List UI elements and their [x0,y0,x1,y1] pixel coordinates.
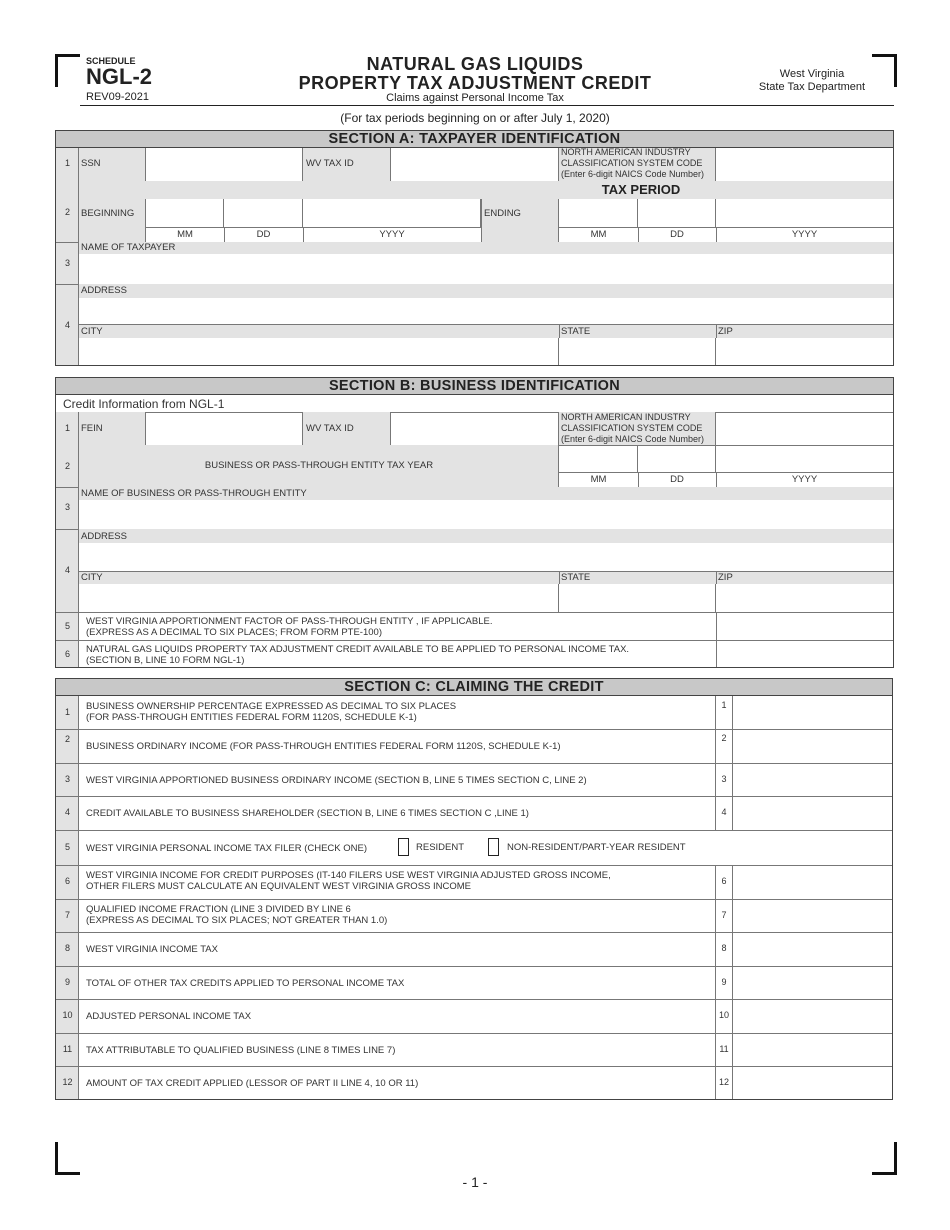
title-line-1: NATURAL GAS LIQUIDS [366,54,584,74]
section-c-line-8-label: WEST VIRGINIA INCOME TAX [86,944,218,955]
business-zip-input[interactable] [716,584,893,612]
form-code: NGL-2 [86,64,152,89]
address-label-cell [79,284,893,298]
business-address-input[interactable] [79,543,893,571]
section-c-title: SECTION C: CLAIMING THE CREDIT [56,679,892,696]
section-a-table [55,130,894,366]
tax-year-dd-input[interactable] [638,445,716,473]
ending-yyyy-input[interactable] [716,199,893,228]
apportionment-factor-input[interactable] [716,612,893,640]
section-c-line-2-label: BUSINESS ORDINARY INCOME (FOR PASS-THROUGH ENTITIES FEDERAL FORM 1120S, SCHEDULE K-1) [86,741,561,752]
section-b-table [55,377,894,668]
section-c-number-column [56,696,79,1099]
state-label: STATE [561,326,591,337]
fein-label: FEIN [81,423,103,434]
section-b-line-1-number: 1 [64,423,70,433]
divider [716,473,717,487]
business-state-input[interactable] [559,584,716,612]
naics-label-line-1: NORTH AMERICAN INDUSTRY [561,147,691,157]
resident-label: RESIDENT [416,842,465,853]
divider [716,228,717,242]
agency-line-1: West Virginia [779,68,845,80]
section-b-line-4-number: 4 [64,565,70,575]
beginning-dd-caption: DD [256,229,271,240]
revision-label: REV09-2021 [86,91,149,103]
section-c-line-3-input[interactable] [734,763,890,796]
corner-mark-bottom-right [872,1142,897,1175]
section-c-line-12-label: AMOUNT OF TAX CREDIT APPLIED (LESSOR OF PART II LINE 4, 10 OR 11) [86,1078,419,1089]
zip-label: ZIP [718,326,733,337]
tax-year-dd-caption: DD [670,474,684,485]
section-c-line-8-box-number: 8 [721,943,727,953]
divider [638,228,639,242]
city-label: CITY [81,326,103,337]
section-b-line-5-number: 5 [64,621,70,631]
section-b-line-3-number: 3 [64,502,70,512]
divider [559,324,560,338]
ssn-label: SSN [81,158,101,169]
section-c-line-2-number: 2 [64,734,70,744]
section-c-line-4-box-number: 4 [721,807,727,817]
zip-input[interactable] [716,338,893,365]
apportionment-factor-label-line-2: (EXPRESS AS A DECIMAL TO SIX PLACES; FROM FORM PTE-100) [86,627,382,638]
section-c-line-11-input[interactable] [734,1033,890,1066]
section-a-line-2-number: 2 [64,207,70,217]
divider [559,571,560,584]
divider [224,228,225,242]
city-input[interactable] [79,338,559,365]
tax-year-label: BUSINESS OR PASS-THROUGH ENTITY TAX YEAR [204,460,434,471]
section-c-line-9-label: TOTAL OF OTHER TAX CREDITS APPLIED TO PERSONAL INCOME TAX [86,978,405,989]
section-c-line-3-box-number: 3 [721,774,727,784]
header-rule [80,105,894,106]
beginning-label-cell [79,199,146,242]
section-c-line-9-number: 9 [64,977,70,987]
tax-year-yyyy-input[interactable] [716,445,893,473]
section-c-line-1-input[interactable] [734,696,890,729]
agency-line-2: State Tax Department [758,81,866,93]
state-input[interactable] [559,338,716,365]
section-c-line-9-input[interactable] [734,966,890,999]
business-city-state-zip-label-cell [79,571,893,584]
section-c-line-10-box-number: 10 [718,1010,729,1020]
section-a-line-1-number: 1 [64,158,70,168]
section-c-line-10-number: 10 [62,1010,73,1020]
section-c-line-3-number: 3 [64,774,70,784]
credit-available-label-line-2: (SECTION B, LINE 10 FORM NGL-1) [86,655,245,666]
section-c-row-divider [56,830,892,831]
section-c-line-12-input[interactable] [734,1066,890,1099]
business-city-input[interactable] [79,584,559,612]
business-city-label: CITY [81,572,103,583]
section-c-line-7-number: 7 [64,910,70,920]
ssn-input[interactable] [146,148,303,181]
tax-period-label: TAX PERIOD [601,182,681,197]
credit-available-label-line-1: NATURAL GAS LIQUIDS PROPERTY TAX ADJUSTMENT CREDIT AVAILABLE TO BE APPLIED TO PERSONAL INCOME TAX. [86,644,630,655]
section-c-line-9-box-number: 9 [721,977,727,987]
section-c-line-2-input[interactable] [734,729,890,763]
divider [638,473,639,487]
taxpayer-name-input[interactable] [79,254,893,284]
section-a-line-3-number: 3 [64,258,70,268]
section-c-line-4-number: 4 [64,807,70,817]
section-c-line-1-box-number: 1 [721,700,727,710]
section-c-line-5-number: 5 [64,842,70,852]
section-c-line-7-box-number: 7 [721,910,727,920]
ending-label: ENDING [484,208,521,219]
section-c-line-7-input[interactable] [734,899,890,932]
credit-available-input[interactable] [716,640,893,667]
business-address-label: ADDRESS [81,531,127,542]
section-a-title: SECTION A: TAXPAYER IDENTIFICATION [56,131,893,148]
section-c-line-12-box-number: 12 [718,1077,729,1087]
section-a-line-4-number: 4 [64,320,70,330]
section-c-line-6-number: 6 [64,876,70,886]
section-b-line-2-number: 2 [64,461,70,471]
title-line-2: PROPERTY TAX ADJUSTMENT CREDIT [298,73,652,93]
section-c-line-12-number: 12 [62,1077,73,1087]
section-c-line-4-input[interactable] [734,796,890,830]
page-number: - 1 - [462,1174,488,1190]
taxpayer-name-label: NAME OF TAXPAYER [81,242,176,253]
divider [716,324,717,338]
section-c-line-1-number: 1 [64,707,70,717]
ending-dd-caption: DD [670,229,684,240]
section-c-line-3-label: WEST VIRGINIA APPORTIONED BUSINESS ORDINARY INCOME (SECTION B, LINE 5 TIMES SECTION C, LINE 2) [86,775,587,786]
beginning-dd-input[interactable] [224,199,303,228]
divider [716,571,717,584]
apportionment-factor-label-line-1: WEST VIRGINIA APPORTIONMENT FACTOR OF PASS-THROUGH ENTITY , IF APPLICABLE. [86,616,493,627]
section-c-line-6-box-number: 6 [721,876,727,886]
section-c-line-11-label: TAX ATTRIBUTABLE TO QUALIFIED BUSINESS (LINE 8 TIMES LINE 7) [86,1045,396,1056]
ending-yyyy-caption: YYYY [791,229,818,240]
business-naics-label-line-1: NORTH AMERICAN INDUSTRY [561,412,691,422]
naics-label-line-3: (Enter 6-digit NAICS Code Number) [561,169,705,179]
section-c-line-1-label: BUSINESS OWNERSHIP PERCENTAGE EXPRESSED AS DECIMAL TO SIX PLACES [86,701,457,712]
tax-year-mm-caption: MM [590,474,607,485]
section-b-title: SECTION B: BUSINESS IDENTIFICATION [56,378,893,395]
wv-tax-id-label: WV TAX ID [306,158,354,169]
section-c-line-5-label: WEST VIRGINIA PERSONAL INCOME TAX FILER (CHECK ONE) [86,843,368,854]
section-a-number-column [56,148,79,365]
corner-mark-bottom-left [55,1142,80,1175]
credit-info-label: Credit Information from NGL-1 [63,397,225,411]
wv-tax-id-input[interactable] [391,148,559,181]
section-c-line-11-number: 11 [62,1044,73,1054]
address-input[interactable] [79,298,893,324]
ending-label-cell [481,199,559,242]
nonresident-label: NON-RESIDENT/PART-YEAR RESIDENT [507,842,686,853]
divider [303,228,304,242]
section-c-line-4-label: CREDIT AVAILABLE TO BUSINESS SHAREHOLDER (SECTION B, LINE 6 TIMES SECTION C ,LINE 1) [86,808,529,819]
ending-mm-input[interactable] [559,199,638,228]
business-naics-label-line-2: CLASSIFICATION SYSTEM CODE [561,423,703,433]
nonresident-checkbox[interactable] [488,838,499,856]
business-wv-tax-id-input[interactable] [391,412,559,445]
section-c-line-2-box-number: 2 [721,733,727,743]
tax-year-yyyy-caption: YYYY [791,474,818,485]
resident-checkbox[interactable] [398,838,409,856]
tax-year-mm-input[interactable] [559,445,638,473]
ending-mm-caption: MM [590,229,607,240]
business-name-label: NAME OF BUSINESS OR PASS-THROUGH ENTITY [81,488,307,499]
section-c-line-11-box-number: 11 [719,1044,729,1054]
beginning-mm-input[interactable] [146,199,224,228]
beginning-label: BEGINNING [81,208,135,219]
section-c-line-8-number: 8 [64,943,70,953]
fein-input[interactable] [146,412,303,445]
beginning-mm-caption: MM [177,229,193,240]
schedule-label: SCHEDULE [86,56,136,66]
section-c-line-10-input[interactable] [734,999,890,1033]
section-c-table [55,678,893,1100]
city-state-zip-label-cell [79,324,893,338]
subtitle: Claims against Personal Income Tax [386,92,564,104]
naics-label-line-2: CLASSIFICATION SYSTEM CODE [561,158,703,168]
section-c-line-6-label-line-2: OTHER FILERS MUST CALCULATE AN EQUIVALENT WEST VIRGINIA GROSS INCOME [86,881,472,892]
section-c-line-7-label: QUALIFIED INCOME FRACTION (LINE 3 DIVIDED BY LINE 6 [86,904,351,915]
address-label: ADDRESS [81,285,127,296]
business-zip-label: ZIP [718,572,733,583]
business-naics-label-line-3: (Enter 6-digit NAICS Code Number) [561,434,705,444]
section-b-line-6-number: 6 [64,649,70,659]
section-c-line-10-label: ADJUSTED PERSONAL INCOME TAX [86,1011,252,1022]
naics-input[interactable] [716,148,893,181]
beginning-yyyy-input[interactable] [303,199,481,228]
period-note: (For tax periods beginning on or after July 1, 2020) [340,111,610,125]
business-wv-tax-id-label: WV TAX ID [306,423,354,434]
business-address-label-cell [79,529,893,543]
business-naics-input[interactable] [716,412,893,445]
section-c-line-6-input[interactable] [734,865,890,899]
section-c-line-8-input[interactable] [734,932,890,966]
section-c-line-7-label-line-2: (EXPRESS AS DECIMAL TO SIX PLACES; NOT GREATER THAN 1.0) [86,915,388,926]
taxpayer-name-label-cell [79,242,893,254]
ending-dd-input[interactable] [638,199,716,228]
section-c-line-1-label-line-2: (FOR PASS-THROUGH ENTITIES FEDERAL FORM 1120S, SCHEDULE K-1) [86,712,417,723]
business-name-input[interactable] [79,500,893,529]
corner-mark-top-left [55,54,80,87]
beginning-yyyy-caption: YYYY [379,229,405,240]
section-c-line-6-label: WEST VIRGINIA INCOME FOR CREDIT PURPOSES (IT-140 FILERS USE WEST VIRGINIA ADJUSTED GROSS INCOME, [86,870,611,881]
business-state-label: STATE [561,572,591,583]
